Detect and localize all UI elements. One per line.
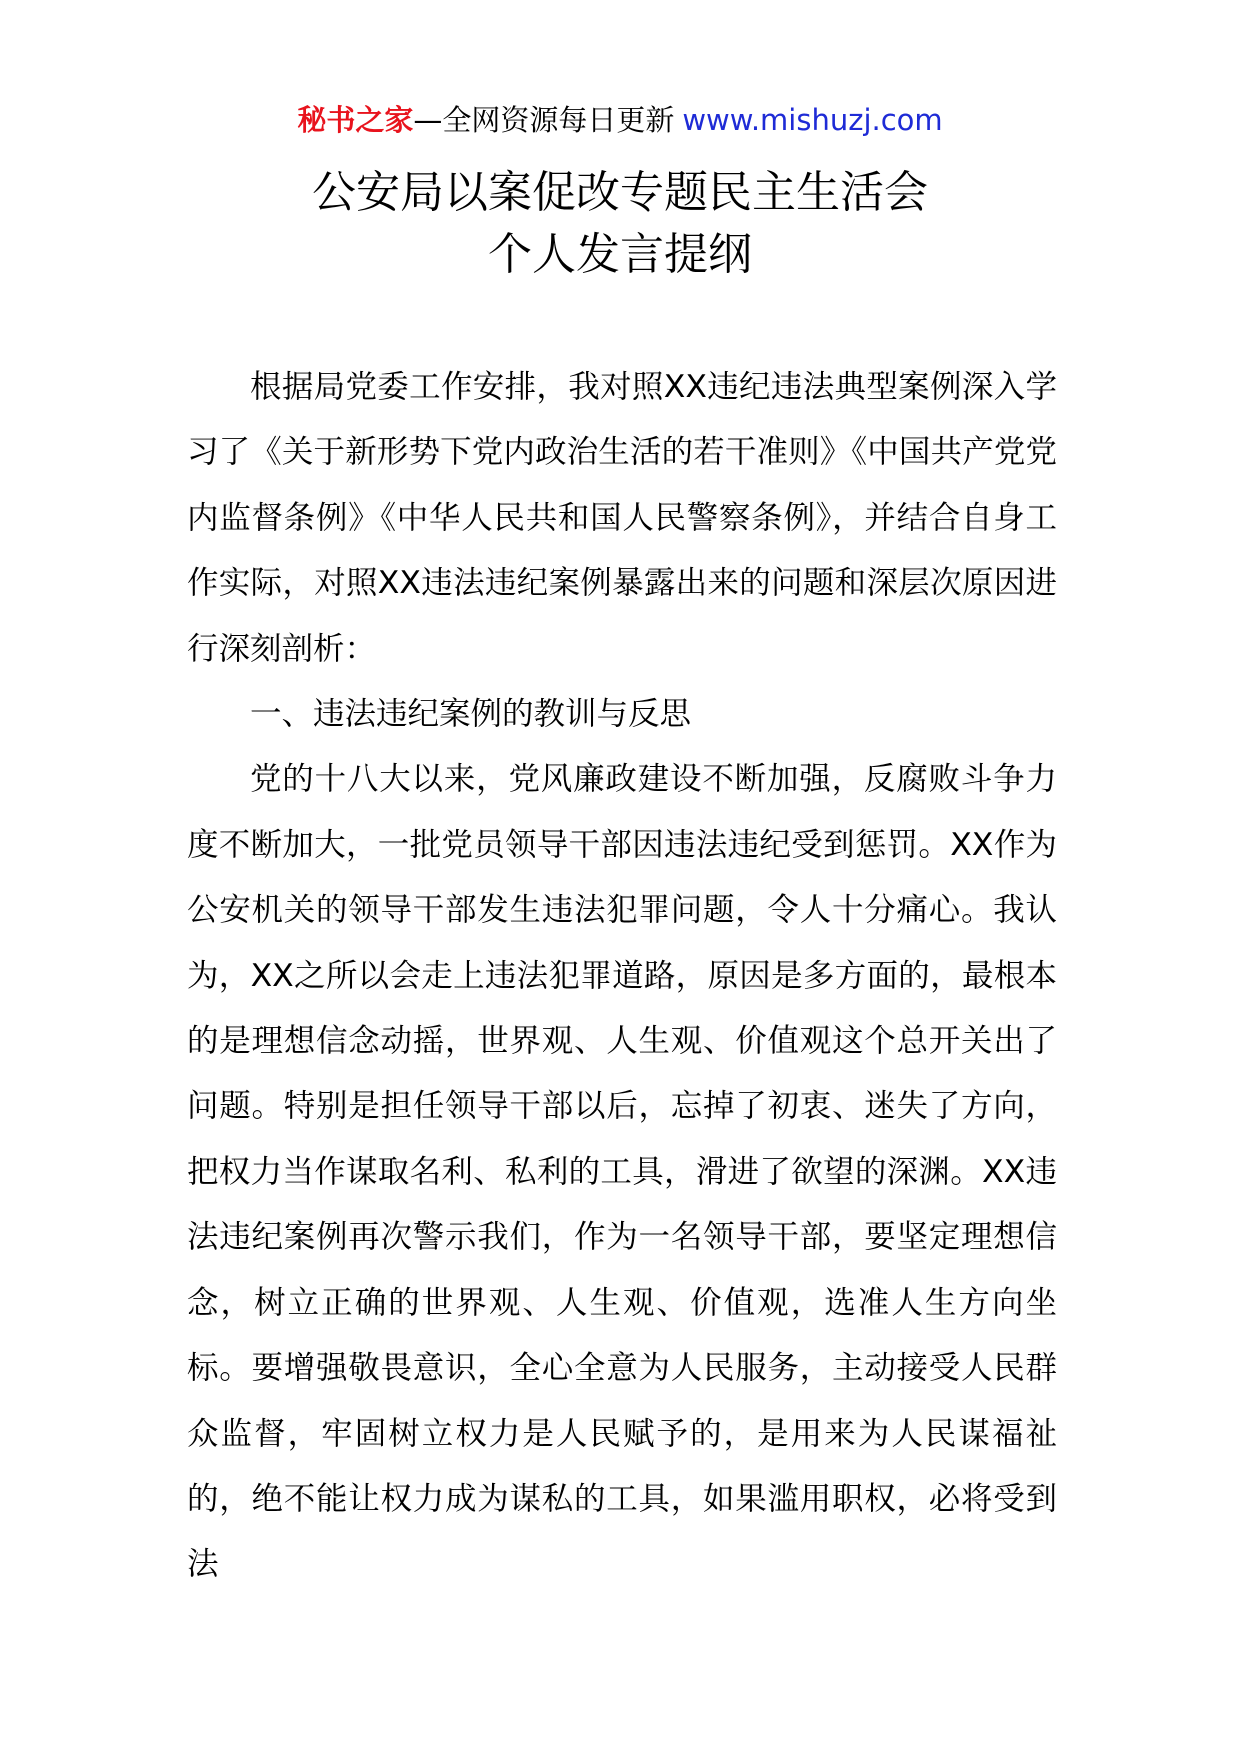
document-subtitle: 个人发言提纲	[488, 229, 752, 280]
site-header	[0, 100, 1240, 140]
document-body	[187, 355, 1057, 1598]
section-paragraph: 党的十八大以来，党风廉政建设不断加强，反腐败斗争力度不断加大，一批党员领导干部因违法违纪受到惩罚。XX作为公安机关的领导干部发生违法犯罪问题，令人十分痛心。我认为，XX之所以会走上违法犯罪道路，原因是多方面的，最根本的是理想信念动摇，世界观、人生观、价值观这个总开关出了问题。特别是担任领导干部以后，忘掉了初衷、迷失了方向，把权力当作谋取名利、私利的工具，滑进了欲望的深渊。XX违法违纪案例再次警示我们，作为一名领导干部，要坚定理想信念，树立正确的世界观、人生观、价值观，选准人生方向坐标。要增强敬畏意识，全心全意为人民服务，主动接受人民群众监督，牢固树立权力是人民赋予的，是用来为人民谋福祉的，绝不能让权力成为谋私的工具，如果滥用职权，必将受到法	[187, 761, 1057, 1583]
document-title: 公安局以案促改专题民主生活会	[312, 167, 928, 218]
site-brand: 秘书之家	[297, 103, 414, 137]
site-url-link[interactable]: www.mishuzj.com	[682, 103, 943, 137]
section-heading: 一、违法违纪案例的教训与反思	[250, 696, 692, 733]
site-tagline: —全网资源每日更新	[413, 103, 675, 137]
intro-paragraph: 根据局党委工作安排，我对照XX违纪违法典型案例深入学习了《关于新形势下党内政治生活的若干准则》《中国共产党党内监督条例》《中华人民共和国人民警察条例》，并结合自身工作实际，对照XX违法违纪案例暴露出来的问题和深层次原因进行深刻剖析：	[187, 369, 1057, 667]
